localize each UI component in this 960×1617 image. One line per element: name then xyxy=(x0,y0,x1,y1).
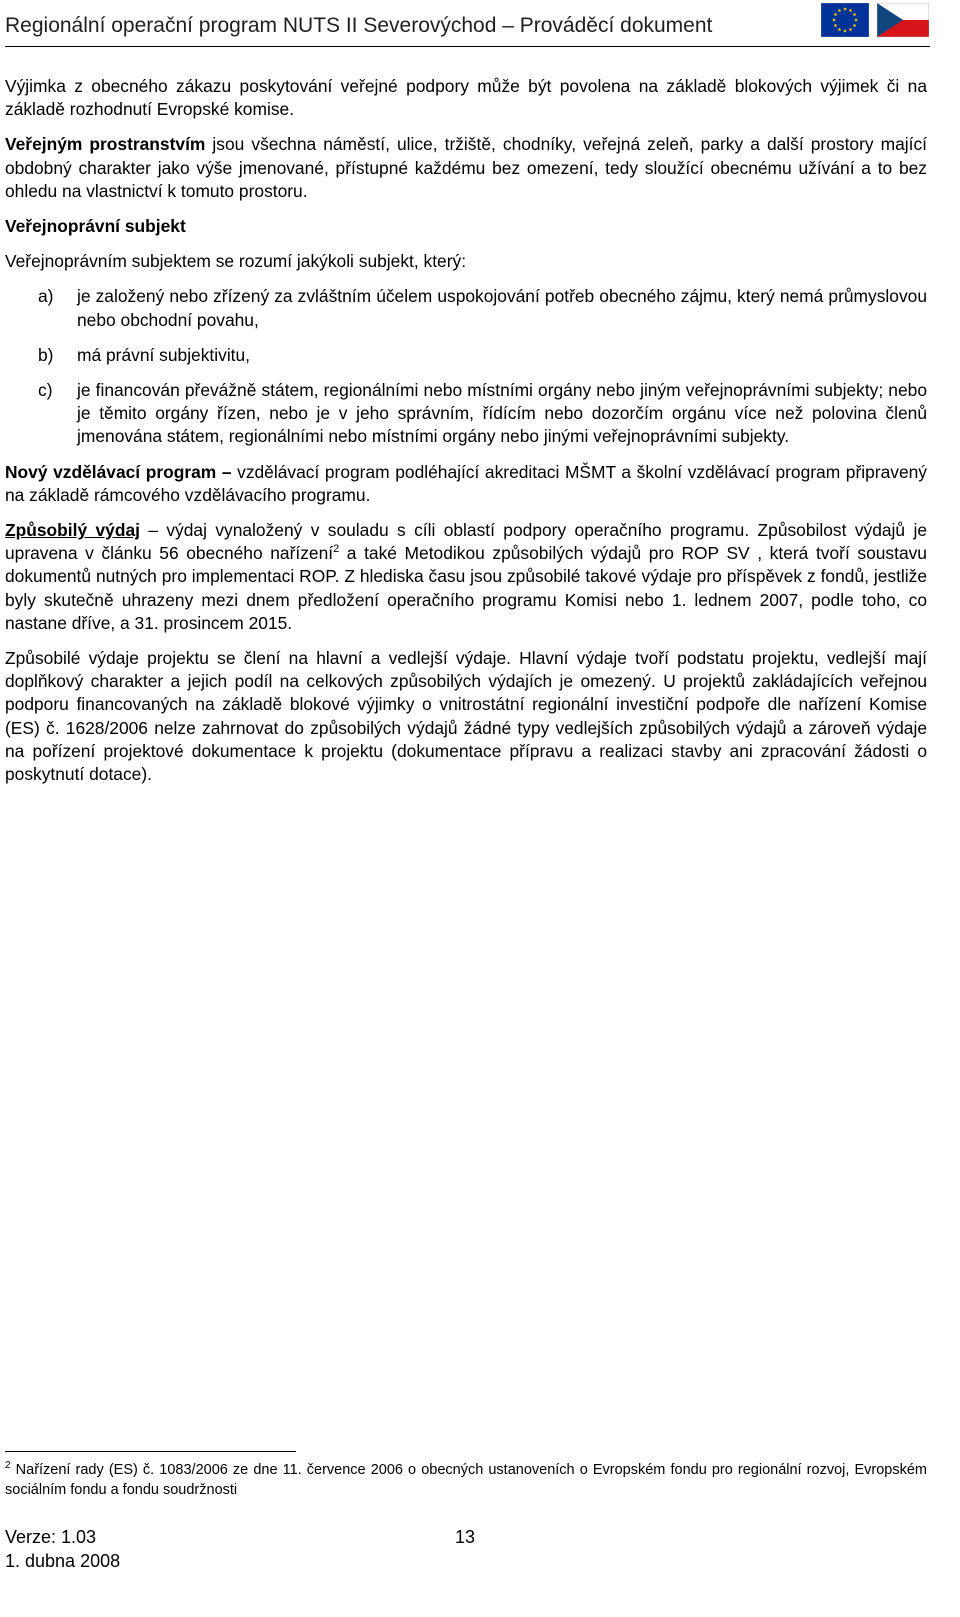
paragraph-project-expenses: Způsobilé výdaje projektu se člení na hlavní a vedlejší výdaje. Hlavní výdaje tvoří podstatu projektu, vedlejší mají doplňkový charakter a jejich podíl na celkových způsobilých výdajích je omezený. U projektů zakládajících veřejnou podporu financovaných na základě blokové výjimky o vnitrostátní regionální investiční podpoře dle nařízení Komise (ES) č. 1628/2006 nelze zahrnovat do způsobilých výdajů žádné typy vedlejších způsobilých výdajů a zároveň výdaje na pořízení projektové dokumentace k projektu (dokumentace přípravu a realizaci stavby ani zpracování žádosti o poskytnutí dotace). xyxy=(5,648,927,785)
list-item-text: je financován převážně státem, regionálními nebo místními orgány nebo jiným veřejnoprávními subjekty; nebo je těmito orgány řízen, nebo je v jeho správním, řídícím nebo dozorčím orgánu více než polovina členů jmenována státem, regionálními nebo místními orgány nebo jinými veřejnoprávními subjekty. xyxy=(77,380,927,447)
definition-public-space: jsou všechna náměstí, ulice, tržiště, chodníky, veřejná zeleň, parky a další prostory mající obdobný charakter jako výše jmenované, přístupné každému bez omezení, tedy sloužící obecnému užívání a to bez ohledu na vlastnictví k tomuto prostoru. xyxy=(5,134,927,201)
footer-date: 1. dubna 2008 xyxy=(5,1551,121,1571)
document-header-title: Regionální operační program NUTS II Severovýchod – Prováděcí dokument xyxy=(5,14,713,37)
header-divider xyxy=(5,46,930,47)
list-item xyxy=(5,285,927,331)
term-new-program: Nový vzdělávací program – xyxy=(5,461,232,482)
list-item xyxy=(5,344,927,367)
paragraph-exception: Výjimka z obecného zákazu poskytování veřejné podpory může být povolena na základě blokových výjimek či na základě rozhodnutí Evropské komise. xyxy=(5,76,927,120)
list-item xyxy=(5,379,927,449)
heading-public-law-entity: Veřejnoprávní subjekt xyxy=(5,216,186,237)
definition-eligible-expense-b: a také Metodikou způsobilých výdajů pro ROP SV , která tvoří soustavu dokumentů nutných pro implementaci ROP. Z hlediska času jsou způsobilé takové výdaje pro příspěvek z fondů, jestliže byly skutečně uhrazeny mezi dnem předložení operačního programu Komisi nebo 1. lednem 2007, podle toho, co nastane dříve, a 31. prosincem 2015. xyxy=(5,543,927,633)
section-heading xyxy=(5,215,927,238)
definition-eligible-expense-a: – výdaj vynaložený v souladu s cíli oblastí podpory operačního programu. Způsobilost výdajů je upravena v článku 56 obecného nařízení xyxy=(5,520,927,564)
list-marker: a) xyxy=(38,286,54,307)
footnote-number: 2 xyxy=(5,1460,11,1472)
paragraph-public-space xyxy=(5,133,927,203)
term-public-space: Veřejným prostranstvím xyxy=(5,134,206,155)
footnote-divider xyxy=(5,1451,296,1452)
footnote-text: Nařízení rady (ES) č. 1083/2006 ze dne 11. července 2006 o obecných ustanoveních o Evropském fondu pro regionální rozvoj, Evropském sociálním fondu a fondu soudržnosti xyxy=(5,1462,927,1498)
footnote xyxy=(5,1460,927,1500)
list-marker: b) xyxy=(38,344,54,365)
page-number: 13 xyxy=(455,1527,476,1547)
footer-version-block xyxy=(5,1525,120,1573)
term-eligible-expense: Způsobilý výdaj xyxy=(5,520,140,541)
paragraph-new-program xyxy=(5,461,927,507)
czech-flag-icon xyxy=(877,3,929,37)
eu-flag-icon xyxy=(821,3,869,37)
paragraph-eligible-expense xyxy=(5,519,927,635)
list-marker: c) xyxy=(38,380,53,401)
definition-new-program: vzdělávací program podléhající akreditaci MŠMT a školní vzdělávací program připravený na základě rámcového vzdělávacího programu. xyxy=(5,461,927,505)
list-item-text: je založený nebo zřízený za zvláštním účelem uspokojování potřeb obecného zájmu, který nemá průmyslovou nebo obchodní povahu, xyxy=(77,286,927,330)
footer-version: Verze: 1.03 xyxy=(5,1527,97,1547)
document-body xyxy=(5,75,927,786)
paragraph-public-law-entity: Veřejnoprávním subjektem se rozumí jakýkoli subjekt, který: xyxy=(5,251,467,272)
list-item-text: má právní subjektivitu, xyxy=(77,344,251,365)
footnote-reference[interactable]: 2 xyxy=(333,543,340,556)
